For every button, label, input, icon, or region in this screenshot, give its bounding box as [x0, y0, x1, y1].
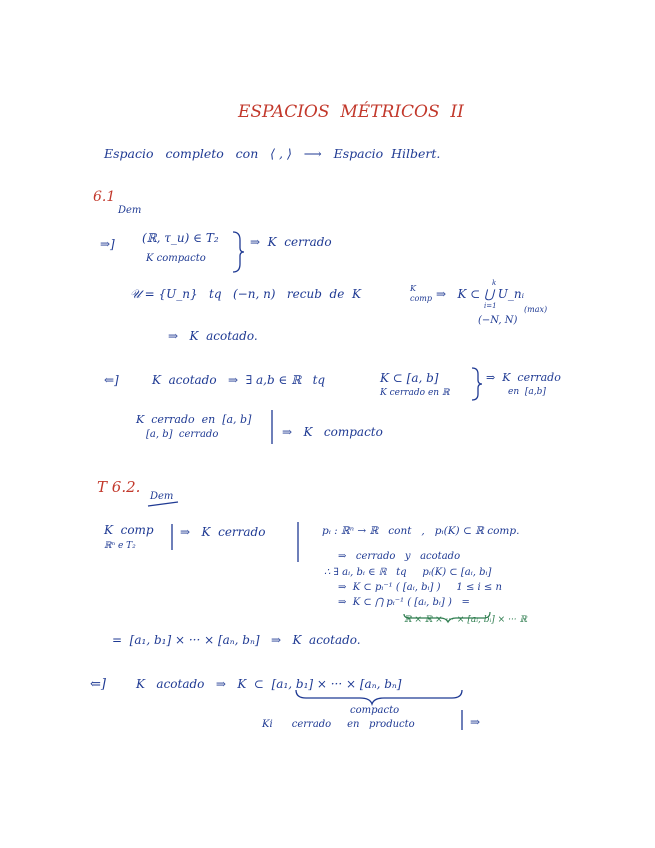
hypothesis-1: (ℝ, τ_u) ∈ T₂: [142, 231, 219, 245]
product-equality: = [a₁, b₁] × ··· × [aₙ, bₙ] ⇒ K acotado.: [112, 633, 361, 647]
cover-interval: (−N, N): [478, 315, 518, 326]
cover-bottom-index: i=1: [484, 302, 497, 310]
result-cerrado: ⇒ K cerrado: [250, 235, 332, 249]
t62-k-comp: K comp: [104, 523, 154, 537]
cover-max: (max): [524, 305, 548, 314]
compacto-label: compacto: [350, 705, 400, 716]
intersection-inclusion: ⇒ K ⊂ ⋂ pᵢ⁻¹ ( [aᵢ, bᵢ] ) =: [338, 597, 470, 608]
section-label-t6-2: T 6.2.: [97, 478, 141, 496]
cover-union: ⇒ K ⊂ ⋃ U_nᵢ: [436, 287, 525, 301]
backward-inclusion: K ⊂ [a, b]: [380, 371, 439, 385]
acotado-result: ⇒ K acotado.: [168, 329, 258, 343]
preimage-inclusion: ⇒ K ⊂ pᵢ⁻¹ ( [aᵢ, bᵢ] ) 1 ≤ i ≤ n: [338, 582, 502, 593]
backward-result: ⇒ K cerrado: [486, 371, 561, 384]
definition-line: Espacio completo con ⟨ , ⟩ ⟶ Espacio Hilbert.: [104, 146, 441, 161]
forward-arrow: ⇒]: [100, 237, 115, 251]
t62-result-cerrado: ⇒ K cerrado: [180, 525, 266, 539]
section-label-6-1: 6.1: [93, 189, 116, 205]
product-underbrace: [296, 690, 462, 704]
ab-closed: [a, b] cerrado: [146, 429, 219, 440]
hypothesis-2: K compacto: [146, 253, 206, 264]
backward-statement: K acotado ⇒ ∃ a,b ∈ ℝ tq: [152, 373, 326, 387]
page-title: ESPACIOS MÉTRICOS II: [238, 102, 464, 122]
closed-in-ab: K cerrado en [a, b]: [136, 413, 252, 426]
brace-61-back: [472, 368, 482, 400]
dem-label-t62: Dem: [150, 491, 174, 502]
k-comp-label: K comp: [410, 284, 433, 303]
t62-rn-t2: ℝⁿ e T₂: [104, 541, 136, 551]
backward-closed: K cerrado en ℝ: [380, 388, 450, 398]
underline-dem-t62: [148, 502, 178, 506]
ki-closed-product: Ki cerrado en producto: [262, 719, 415, 730]
closed-bounded: ⇒ cerrado y acotado: [338, 551, 461, 562]
dem-label: Dem: [118, 205, 142, 216]
t62-backward-arrow: ⇐]: [90, 677, 106, 692]
exists-ai-bi: ∴ ∃ aᵢ, bᵢ ∈ ℝ tq pᵢ(K) ⊂ [aᵢ, bᵢ]: [324, 567, 492, 578]
compacto-result: ⇒ K compacto: [282, 425, 383, 439]
backward-arrow: ⇐]: [104, 373, 119, 387]
product-set: ℝ × ℝ × ··· × [aᵢ, bᵢ] × ··· ℝ: [404, 615, 528, 625]
projection-cont: pᵢ : ℝⁿ → ℝ cont , pᵢ(K) ⊂ ℝ comp.: [322, 525, 520, 537]
brace-61: [233, 232, 244, 272]
t62-backward-statement: K acotado ⇒ K ⊂ [a₁, b₁] × ··· × [aₙ, bₙ]: [136, 677, 402, 691]
backward-result-sub: en [a,b]: [508, 387, 546, 397]
cover-statement: 𝒰 = {U_n} tq (−n, n) recub de K: [130, 287, 361, 301]
cover-top-index: k: [492, 279, 497, 287]
final-arrow: ⇒: [470, 715, 481, 729]
